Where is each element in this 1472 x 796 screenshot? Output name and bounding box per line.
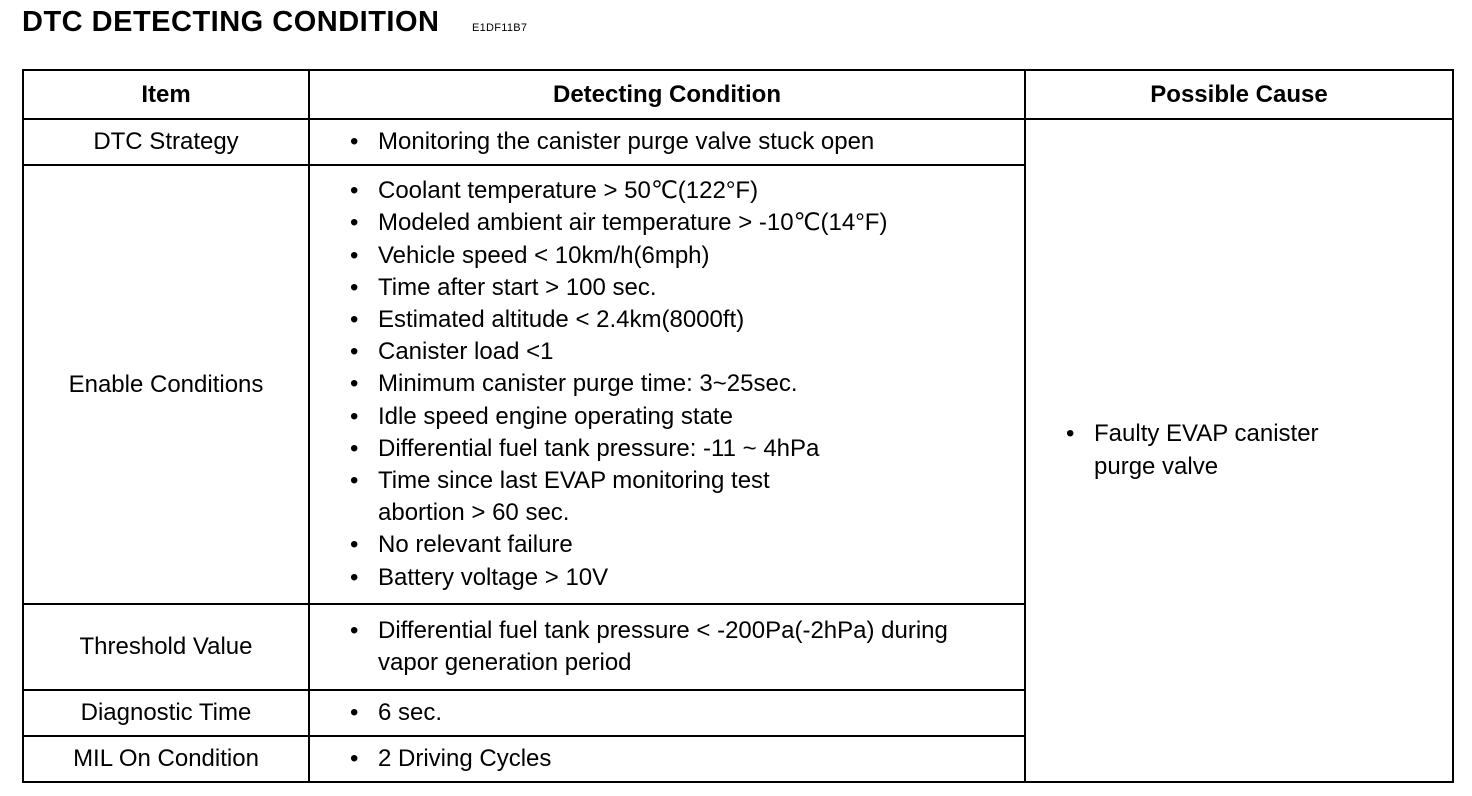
- possible-cause-cell: [1025, 119, 1453, 782]
- condition-item: • Differential fuel tank pressure: -11 ~ 4hPa: [350, 433, 1024, 465]
- condition-list: [350, 697, 1024, 729]
- condition-item: • Battery voltage > 10V: [350, 562, 1024, 594]
- item-label-diagnostic-time: Diagnostic Time: [23, 690, 309, 736]
- condition-item: • 6 sec.: [350, 697, 1024, 729]
- table-row-dtc-strategy: [23, 119, 1453, 165]
- item-label-enable-conditions: Enable Conditions: [23, 165, 309, 604]
- page-title: DTC DETECTING CONDITION: [22, 6, 440, 38]
- page-header: [22, 6, 527, 39]
- possible-cause-list: [1066, 418, 1452, 482]
- condition-item: • Coolant temperature > 50℃(122°F): [350, 175, 1024, 207]
- condition-list: [350, 743, 1024, 775]
- column-header-detecting-condition: Detecting Condition: [309, 70, 1025, 119]
- condition-list: [350, 615, 1024, 679]
- dtc-condition-table: [22, 69, 1454, 783]
- possible-cause-item: • Faulty EVAP canister purge valve: [1066, 418, 1452, 482]
- condition-item: • Time after start > 100 sec.: [350, 272, 1024, 304]
- column-header-possible-cause: Possible Cause: [1025, 70, 1453, 119]
- condition-item: • Idle speed engine operating state: [350, 401, 1024, 433]
- condition-list: [350, 126, 1024, 158]
- condition-item: • Monitoring the canister purge valve stuck open: [350, 126, 1024, 158]
- item-label-dtc-strategy: DTC Strategy: [23, 119, 309, 165]
- document-code: E1DF11B7: [471, 22, 528, 34]
- conditions-threshold-value: [309, 604, 1025, 690]
- conditions-dtc-strategy: [309, 119, 1025, 165]
- condition-item: • Estimated altitude < 2.4km(8000ft): [350, 304, 1024, 336]
- condition-list: [350, 175, 1024, 594]
- item-label-mil-on-condition: MIL On Condition: [23, 736, 309, 782]
- column-header-item: Item: [23, 70, 309, 119]
- conditions-mil-on-condition: [309, 736, 1025, 782]
- condition-item: • Modeled ambient air temperature > -10℃(14°F): [350, 207, 1024, 239]
- condition-item: • Minimum canister purge time: 3~25sec.: [350, 368, 1024, 400]
- condition-item: • Time since last EVAP monitoring test abortion > 60 sec.: [350, 465, 838, 529]
- conditions-enable-conditions: [309, 165, 1025, 604]
- condition-item: • Canister load <1: [350, 336, 1024, 368]
- condition-item: • Differential fuel tank pressure < -200Pa(-2hPa) during vapor generation period: [350, 615, 968, 679]
- table-header-row: [23, 70, 1453, 119]
- conditions-diagnostic-time: [309, 690, 1025, 736]
- condition-item: • No relevant failure: [350, 529, 1024, 561]
- item-label-threshold-value: Threshold Value: [23, 604, 309, 690]
- condition-item: • 2 Driving Cycles: [350, 743, 1024, 775]
- condition-item: • Vehicle speed < 10km/h(6mph): [350, 240, 1024, 272]
